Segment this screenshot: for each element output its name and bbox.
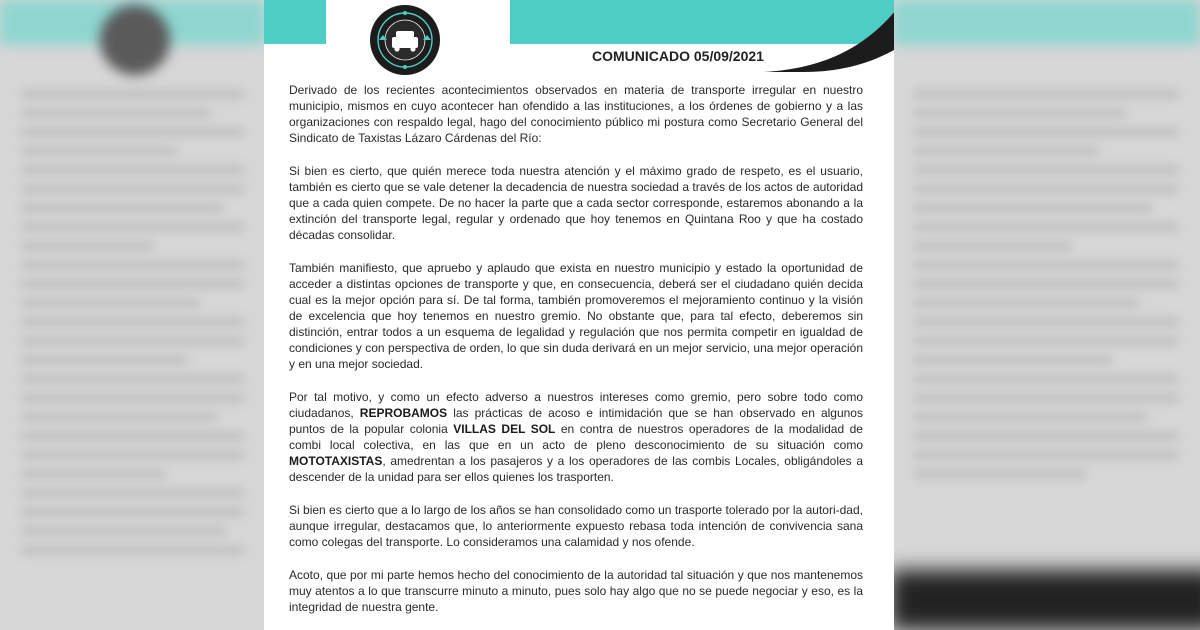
blurred-logo bbox=[100, 5, 170, 75]
header-band-left bbox=[264, 0, 326, 44]
paragraph-reprobamos bbox=[289, 389, 863, 486]
blurred-background-left bbox=[0, 0, 265, 630]
paragraph-respect: Si bien es cierto, que quién merece toda nuestra atención y el máximo grado de respeto, es el usuario, también es cierto que se vale detener la decadencia de nuestra sociedad a través de los actos de autoridad que a cada quien compete. De no hacer la parte que a cada sector corresponde, estaremos abonando a la extinción del transporte legal, regular y ordenado que hoy tenemos en Quintana Roo y que ha costado décadas consolidar. bbox=[289, 163, 863, 243]
bold-run: VILLAS DEL SOL bbox=[453, 422, 556, 437]
blurred-dark-swoosh bbox=[893, 570, 1200, 630]
blurred-band bbox=[893, 0, 1200, 45]
paragraph-tolerated: Si bien es cierto que a lo largo de los años se han consolidado como un trasporte tolerado por la autori-dad, aunque irregular, destacamos que, lo anteriormente expuesto rebasa toda intención de convivencia sana como colegas del transporte. Lo consideramos una calamidad y nos ofende. bbox=[289, 503, 863, 550]
page-title: COMUNICADO 05/09/2021 bbox=[592, 48, 764, 64]
text-run: Por tal motivo, y como un efecto adverso a nuestros intereses como gremio, pero sobre todo como ciudadanos, bbox=[289, 390, 863, 421]
blurred-text-lines bbox=[913, 90, 1180, 590]
paragraph-intro: Derivado de los recientes acontecimientos observados en materia de transporte irregular en nuestro municipio, mismos en cuyo acontecer han ofendido a las instituciones, a los órdenes de gobierno y a las organizaciones con respaldo legal, hago del conocimiento público mi postura como Secretario General del Sindicato de Taxistas Lázaro Cárdenas del Río: bbox=[289, 83, 863, 146]
paragraph-closing: Acoto, que por mi parte hemos hecho del conocimiento de la autoridad tal situación y que nos mantenemos muy atentos a lo que transcurre minuto a minuto, pues solo hay algo que no se puede negociar y eso, es la integridad de nuestra gente. bbox=[289, 567, 863, 615]
document-page bbox=[264, 0, 894, 630]
blurred-background-right bbox=[893, 0, 1200, 630]
text-run: , amedrentan a los pasajeros y a los operadores de las combis Locales, obligándoles a descender de la unidad para ser ellos quienes los trasporten. bbox=[289, 454, 863, 485]
text-run: las prácticas de acoso e intimidación que se han observado en algunos puntos de la popular colonia bbox=[289, 406, 863, 437]
union-seal-logo bbox=[369, 4, 441, 76]
blurred-text-lines bbox=[20, 90, 245, 590]
bold-run: MOTOTAXISTAS bbox=[289, 454, 383, 469]
paragraph-transport-options: También manifiesto, que apruebo y aplaudo que exista en nuestro municipio y estado la oportunidad de acceder a distintas opciones de transporte y que, en consecuencia, deberá ser el ciudadano quién decida cual es la mejor opción para sí. De tal forma, también promoveremos el mejoramiento continuo y la visión de excelencia que hoy tenemos en nuestro gremio. No obstante que, para tal efecto, deberemos sin distinción, entrar todos a un esquema de legalidad y regulación que nos permita competir en igualdad de condiciones y con perspectiva de orden, lo que sin duda derivará en un mejor servicio, una mejor operación y en una mejor sociedad. bbox=[289, 260, 863, 372]
document-body bbox=[289, 82, 863, 630]
bold-run: REPROBAMOS bbox=[359, 406, 448, 421]
header-swoosh bbox=[764, 0, 894, 72]
text-run: en contra de nuestros operadores de la modalidad de combi local colectiva, en las que en un acto de pleno desconocimiento de su situación como bbox=[289, 422, 863, 453]
